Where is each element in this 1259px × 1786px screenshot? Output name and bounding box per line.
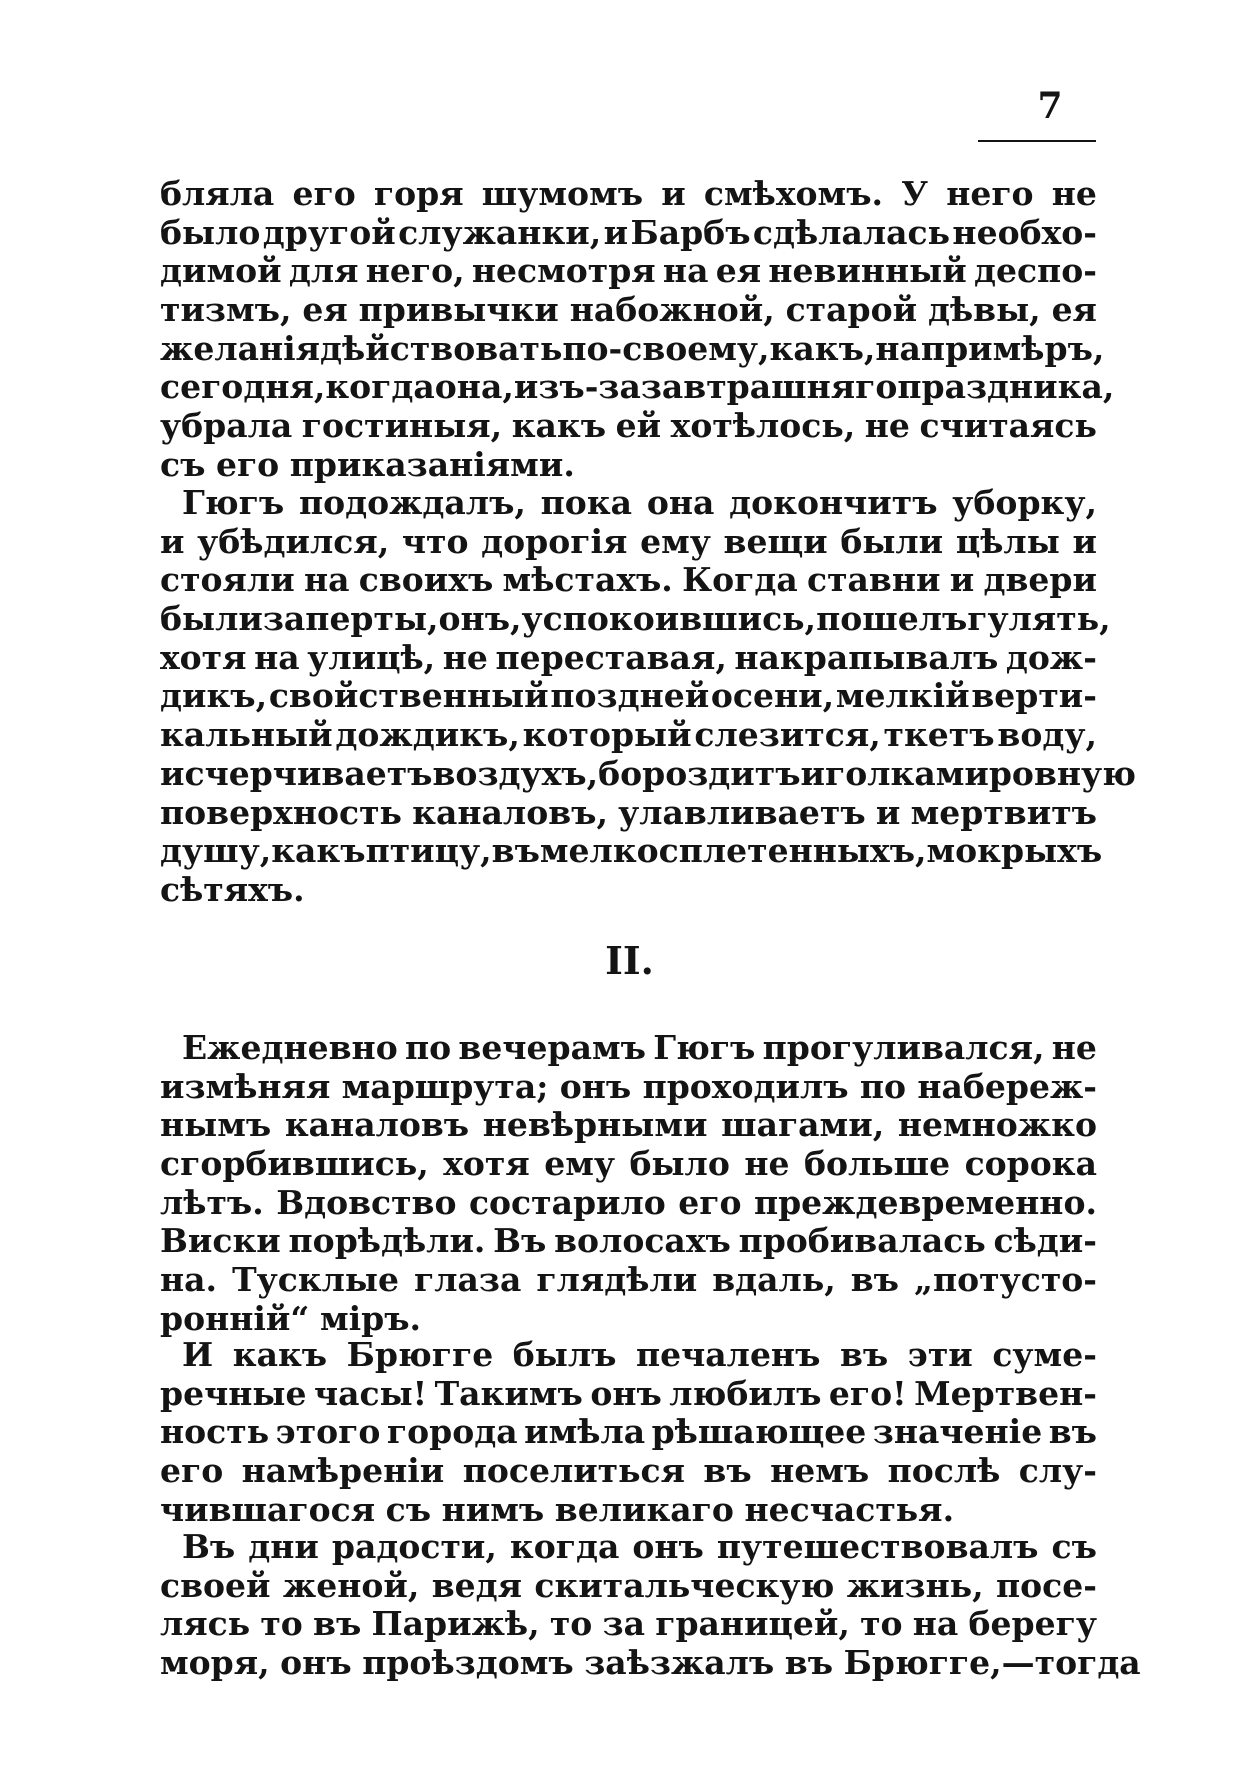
text-line: моря, онъ проѣздомъ заѣзжалъ въ Брюгге,—тогда [160, 1643, 1141, 1683]
paragraph [160, 1029, 1097, 1339]
text-line: и убѣдился, что дорогія ему вещи были цѣлы и [160, 521, 1097, 561]
text-line: димой для него, несмотря на ея невинный деспо- [160, 251, 1097, 291]
text-line: съ его приказаніями. [160, 444, 575, 484]
page-number-rule [978, 140, 1096, 142]
text-line: ность этого города имѣла рѣшающее значеніе въ [160, 1412, 1097, 1452]
text-line: были заперты, онъ, успокоившись, пошелъ гулять, [160, 599, 1111, 639]
text-line: речные часы! Такимъ онъ любилъ его! Мертвен- [160, 1373, 1097, 1413]
text-line: исчерчиваетъ воздухъ, бороздитъ иголками ровную [160, 753, 1136, 793]
paragraph [160, 1527, 1141, 1683]
text-line: поверхность каналовъ, улавливаетъ и мертвитъ [160, 792, 1097, 832]
text-line: кальный дождикъ, который слезится, ткетъ воду, [160, 715, 1097, 755]
text-line: на. Тусклые глаза глядѣли вдаль, въ „потусто- [160, 1260, 1097, 1300]
text-line: И какъ Брюгге былъ печаленъ въ эти суме- [182, 1335, 1097, 1374]
text-line: Виски порѣдѣли. Въ волосахъ пробивалась сѣди- [160, 1221, 1097, 1261]
text-line: ронній“ міръ. [160, 1298, 422, 1338]
text-line: дикъ, свойственный поздней осени, мелкій верти- [160, 676, 1097, 716]
text-line: душу, какъ птицу, въ мелко сплетенныхъ, мокрыхъ [160, 831, 1103, 871]
text-line: бляла его горя шумомъ и смѣхомъ. У него не [160, 174, 1097, 213]
text-line: хотя на улицѣ, не переставая, накрапывалъ дож- [160, 637, 1097, 677]
text-line: сѣтяхъ. [160, 869, 305, 909]
page-number: 7 [1037, 85, 1063, 127]
text-line: убрала гостиныя, какъ ей хотѣлось, не считаясь [160, 406, 1097, 446]
text-line: сгорбившись, хотя ему было не больше сорока [160, 1144, 1097, 1184]
text-line: желанія дѣйствовать по-своему, какъ, напримѣръ, [160, 328, 1105, 368]
text-line: Въ дни радости, когда онъ путешествовалъ съ [182, 1527, 1097, 1566]
text-line: Ежедневно по вечерамъ Гюгъ прогуливался, не [182, 1028, 1097, 1067]
paragraph [160, 483, 1136, 910]
text-line: лѣтъ. Вдовство состарило его преждевременно. [160, 1182, 1097, 1222]
text-line: Гюгъ подождалъ, пока она докончитъ уборку, [182, 483, 1097, 522]
text-line: его намѣреніи поселиться въ немъ послѣ слу- [160, 1451, 1097, 1491]
text-line: сегодня, когда она, изъ-за завтрашняго праздника, [160, 367, 1115, 407]
text-line: тизмъ, ея привычки набожной, старой дѣвы, ея [160, 290, 1097, 330]
text-line: своей женой, ведя скитальческую жизнь, посе- [160, 1565, 1097, 1605]
text-line: нымъ каналовъ невѣрными шагами, немножко [160, 1105, 1097, 1145]
text-line: стояли на своихъ мѣстахъ. Когда ставни и двери [160, 560, 1097, 600]
chapter-heading: II. [605, 938, 654, 983]
paragraph [160, 1336, 1097, 1529]
paragraph [160, 174, 1115, 485]
text-line: было другой служанки, и Барбъ сдѣлалась необхо- [160, 212, 1097, 252]
text-line: лясь то въ Парижѣ, то за границей, то на берегу [160, 1604, 1097, 1644]
text-line: чившагося съ нимъ великаго несчастья. [160, 1489, 955, 1529]
text-line: измѣняя маршрута; онъ проходилъ по набереж- [160, 1066, 1097, 1106]
